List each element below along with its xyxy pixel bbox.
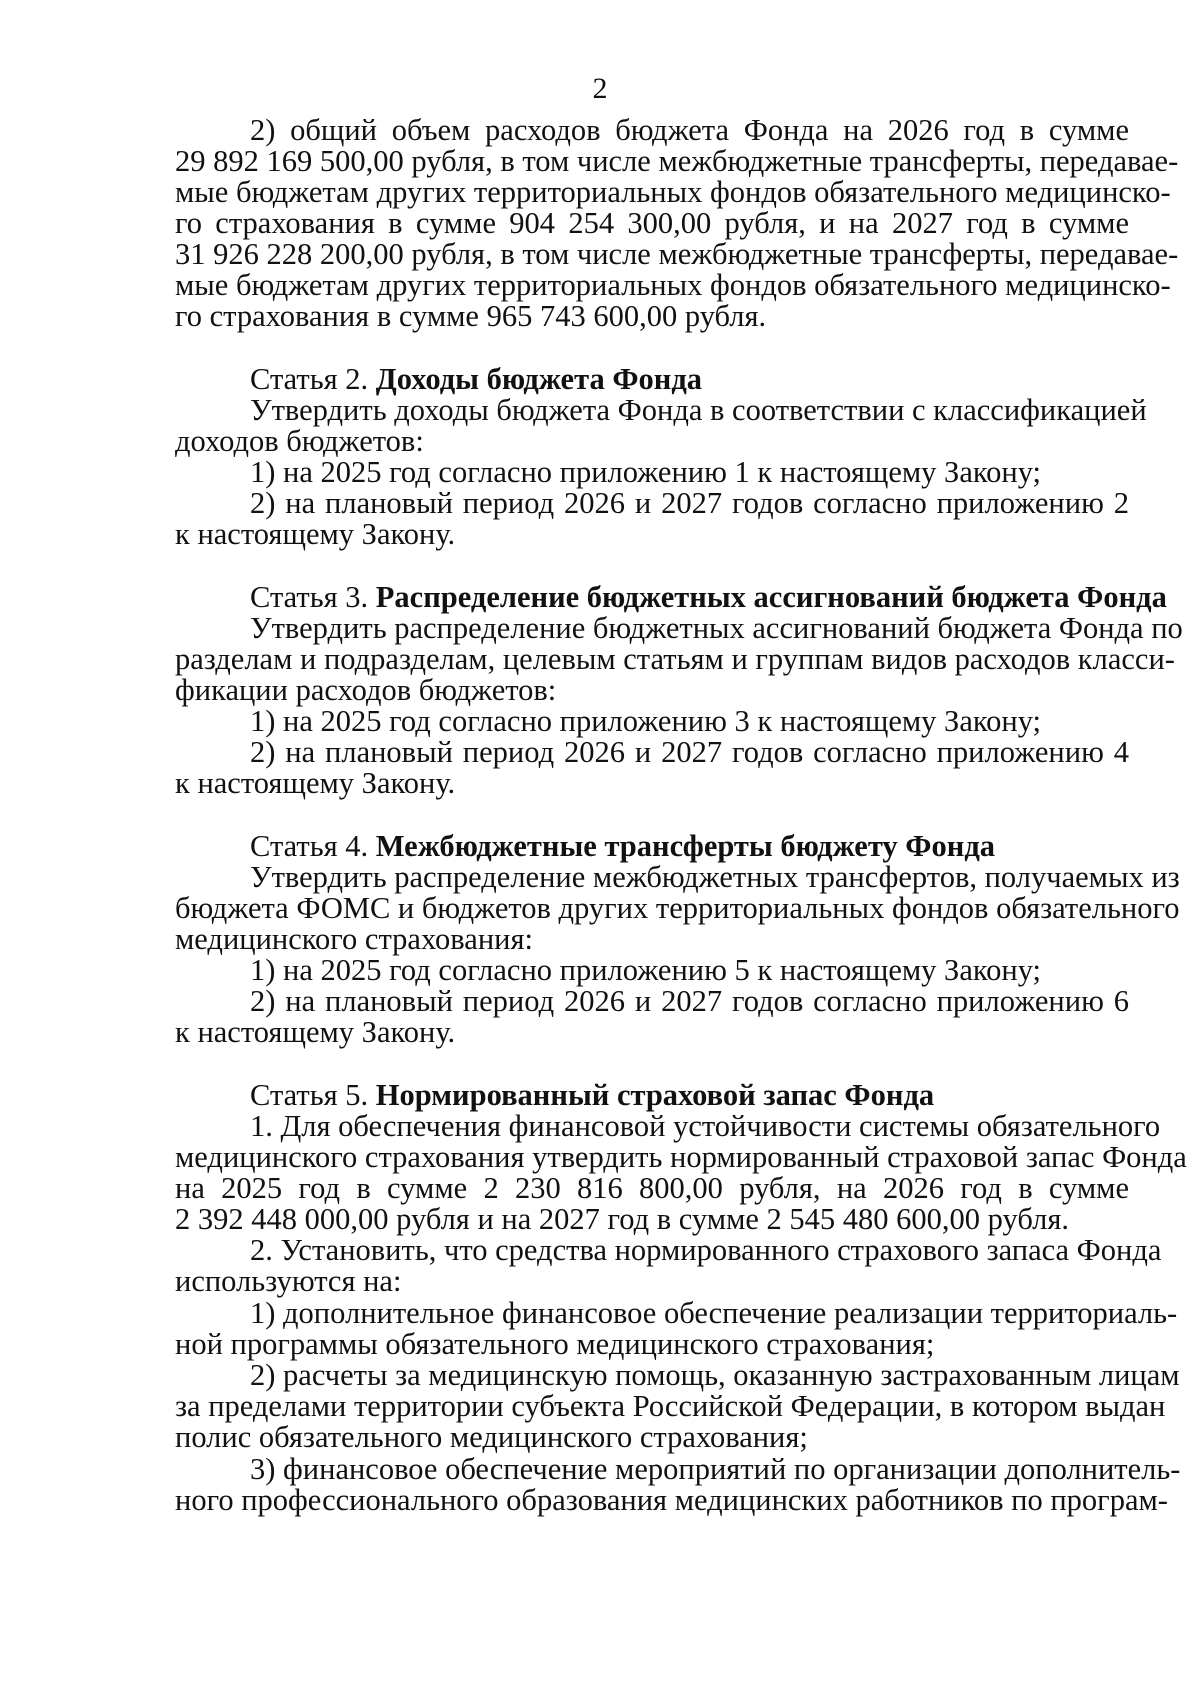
article-title: Межбюджетные трансферты бюджету Фонда [375,829,996,863]
page-number: 2 [592,72,608,105]
text-line: Утвердить распределение бюджетных ассигнований бюджета Фонда по [250,611,1183,645]
article-title: Распределение бюджетных ассигнований бюджета Фонда [375,580,1167,614]
text-line: 2 392 448 000,00 рубля и на 2027 год в сумме 2 545 480 600,00 рубля. [175,1202,1070,1236]
text-line: Утвердить доходы бюджета Фонда в соответствии с классификацией [250,393,1147,427]
text-line: медицинского страхования утвердить нормированный страховой запас Фонда [175,1140,1187,1174]
text-line: к настоящему Закону. [175,1015,456,1049]
text-line: 2) общий объем расходов бюджета Фонда на 2026 год в сумме [250,113,1129,147]
text-line: Утвердить распределение межбюджетных трансфертов, получаемых из [250,860,1180,894]
text-line: 29 892 169 500,00 рубля, в том числе межбюджетные трансферты, передавае- [175,144,1179,178]
text-line: го страхования в сумме 904 254 300,00 рубля, и на 2027 год в сумме [175,206,1129,240]
text-line: 1) на 2025 год согласно приложению 3 к настоящему Закону; [250,704,1042,738]
text-line: доходов бюджетов: [175,424,424,458]
article-title: Доходы бюджета Фонда [375,362,703,396]
text-line: полис обязательного медицинского страхования; [175,1420,808,1454]
article-number: Статья 4. [250,829,376,863]
text-line: мые бюджетам других территориальных фондов обязательного медицинско- [175,268,1171,302]
text-line: на 2025 год в сумме 2 230 816 800,00 рубля, на 2026 год в сумме [175,1171,1129,1205]
text-line: за пределами территории субъекта Российской Федерации, в котором выдан [175,1389,1166,1423]
text-line: к настоящему Закону. [175,517,456,551]
text-line: ного профессионального образования медицинских работников по програм- [175,1483,1168,1517]
article-number: Статья 2. [250,362,376,396]
text-line: используются на: [175,1264,402,1298]
text-line: бюджета ФОМС и бюджетов других территориальных фондов обязательного [175,891,1180,925]
text-line: фикации расходов бюджетов: [175,673,557,707]
article-heading [250,829,1129,863]
text-line: 2) на плановый период 2026 и 2027 годов согласно приложению 2 [250,486,1129,520]
text-line: 3) финансовое обеспечение мероприятий по организации дополнитель- [250,1452,1181,1486]
text-line: медицинского страхования: [175,922,533,956]
text-line: ной программы обязательного медицинского страхования; [175,1327,935,1361]
text-line: 2) на плановый период 2026 и 2027 годов согласно приложению 6 [250,984,1129,1018]
text-line: 1) на 2025 год согласно приложению 5 к настоящему Закону; [250,953,1042,987]
article-heading [250,580,1167,614]
article-title: Нормированный страховой запас Фонда [375,1078,935,1112]
text-line: 2) расчеты за медицинскую помощь, оказанную застрахованным лицам [250,1358,1180,1392]
text-line: го страхования в сумме 965 743 600,00 рубля. [175,299,767,333]
text-line: 1) дополнительное финансовое обеспечение реализации территориаль- [250,1296,1178,1330]
text-line: 2. Установить, что средства нормированного страхового запаса Фонда [250,1233,1162,1267]
text-line: 31 926 228 200,00 рубля, в том числе межбюджетные трансферты, передавае- [175,237,1179,271]
article-number: Статья 3. [250,580,376,614]
text-line: 1) на 2025 год согласно приложению 1 к настоящему Закону; [250,455,1042,489]
text-line: мые бюджетам других территориальных фондов обязательного медицинско- [175,175,1171,209]
text-line: разделам и подразделам, целевым статьям и группам видов расходов класси- [175,642,1175,676]
article-heading [250,1078,1129,1112]
text-line: 2) на плановый период 2026 и 2027 годов согласно приложению 4 [250,735,1129,769]
text-line: 1. Для обеспечения финансовой устойчивости системы обязательного [250,1109,1161,1143]
article-number: Статья 5. [250,1078,376,1112]
text-line: к настоящему Закону. [175,766,456,800]
article-heading [250,362,1129,396]
